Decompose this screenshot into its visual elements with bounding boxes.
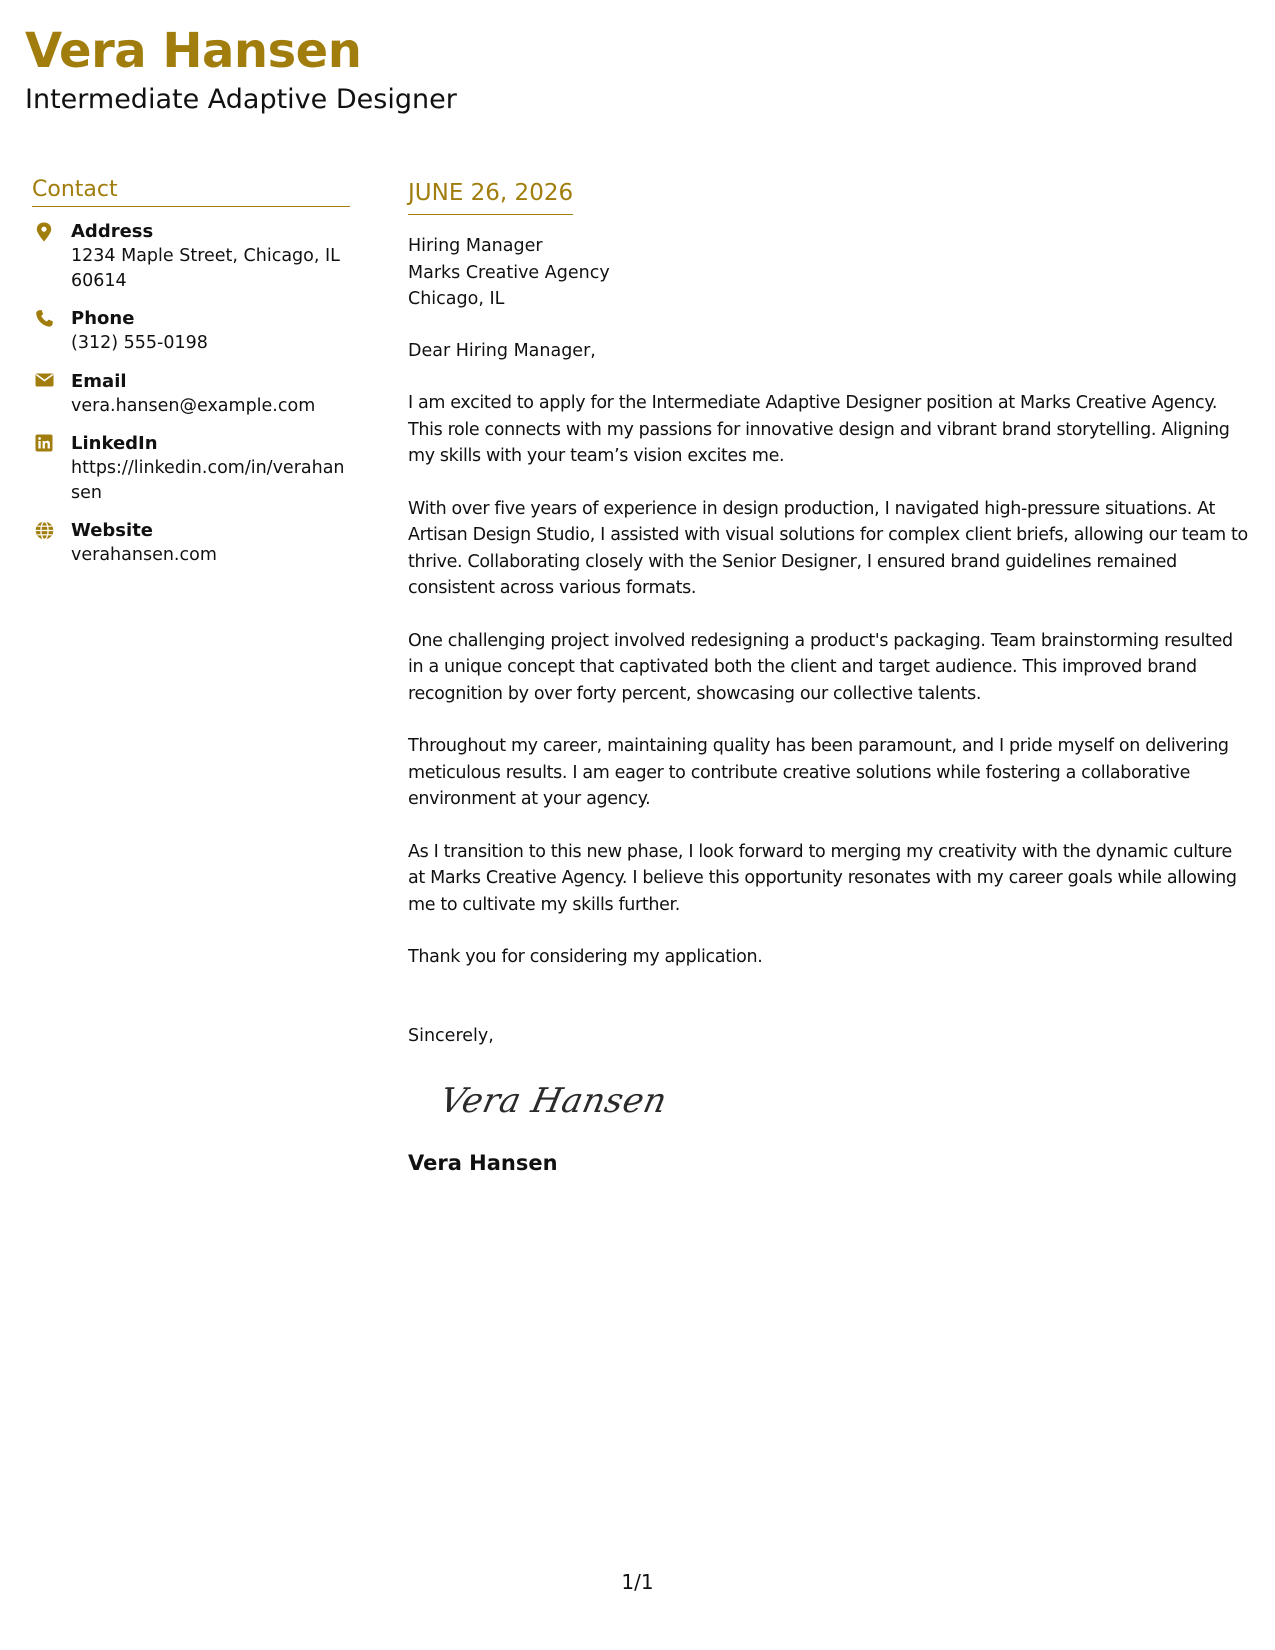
signer-name: Vera Hansen	[408, 1151, 558, 1175]
recipient-block	[408, 233, 1253, 313]
contact-value-address: 1234 Maple Street, Chicago, IL 60614	[71, 246, 340, 291]
body-paragraph: Throughout my career, maintaining quality has been paramount, and I pride myself on delivering meticulous results. I am eager to contribute creative solutions while fostering a collaborative environment at your agency.	[408, 736, 1229, 809]
contact-label-phone: Phone	[71, 308, 135, 329]
closing: Sincerely,	[408, 1025, 494, 1046]
contact-label-website: Website	[71, 520, 154, 541]
contact-label-linkedin: LinkedIn	[71, 433, 158, 454]
salutation: Dear Hiring Manager,	[408, 340, 596, 361]
body-paragraph: I am excited to apply for the Intermediate Adaptive Designer position at Marks Creative Agency. This role connects with my passions for innovative design and vibrant brand storytelling. Aligning my skills with your team’s vision excites me.	[408, 393, 1230, 466]
recipient-line: Marks Creative Agency	[408, 262, 610, 283]
body-paragraph: Thank you for considering my application.	[408, 947, 763, 967]
phone-icon	[35, 309, 53, 327]
recipient-line: Chicago, IL	[408, 289, 505, 309]
contact-item-phone	[32, 306, 350, 356]
globe-icon	[35, 521, 53, 539]
body-paragraph: As I transition to this new phase, I look forward to merging my creativity with the dynamic culture at Marks Creative Agency. I believe this opportunity resonates with my career goals while allowing me to cultivate my skills further.	[408, 841, 1237, 915]
letter-body	[408, 178, 1253, 1177]
page-number: 1/1	[621, 1570, 654, 1594]
contact-value-phone: (312) 555-0198	[71, 333, 208, 353]
contact-value-website[interactable]: verahansen.com	[71, 545, 217, 565]
contact-value-linkedin[interactable]: https://linkedin.com/in/verahansen	[71, 458, 345, 503]
contact-item-email	[32, 369, 350, 419]
handwritten-signature: Vera Hansen	[436, 1081, 671, 1121]
contact-item-linkedin	[32, 431, 350, 505]
contact-item-website	[32, 518, 350, 568]
contact-label-address: Address	[71, 221, 154, 242]
contact-heading: Contact	[32, 176, 350, 207]
contact-sidebar	[32, 176, 350, 581]
linkedin-icon	[35, 434, 53, 452]
recipient-line: Hiring Manager	[408, 236, 543, 256]
body-paragraph: One challenging project involved redesigning a product's packaging. Team brainstorming resulted in a unique concept that captivated both the client and target audience. This improved brand recognition by over forty percent, showcasing our collective talents.	[408, 630, 1233, 704]
map-pin-icon	[35, 222, 53, 240]
contact-value-email: vera.hansen@example.com	[71, 395, 316, 416]
envelope-icon	[35, 372, 53, 390]
body-paragraph: With over five years of experience in design production, I navigated high-pressure situations. At Artisan Design Studio, I assisted with visual solutions for complex client briefs, allowing our team to thrive. Collaborating closely with the Senior Designer, I ensured brand guidelines remained consistent across various formats.	[408, 498, 1248, 598]
job-title: Intermediate Adaptive Designer	[25, 84, 457, 115]
letter-date: JUNE 26, 2026	[408, 178, 573, 215]
candidate-name: Vera Hansen	[25, 23, 362, 79]
contact-item-address	[32, 219, 350, 293]
contact-label-email: Email	[71, 370, 127, 392]
